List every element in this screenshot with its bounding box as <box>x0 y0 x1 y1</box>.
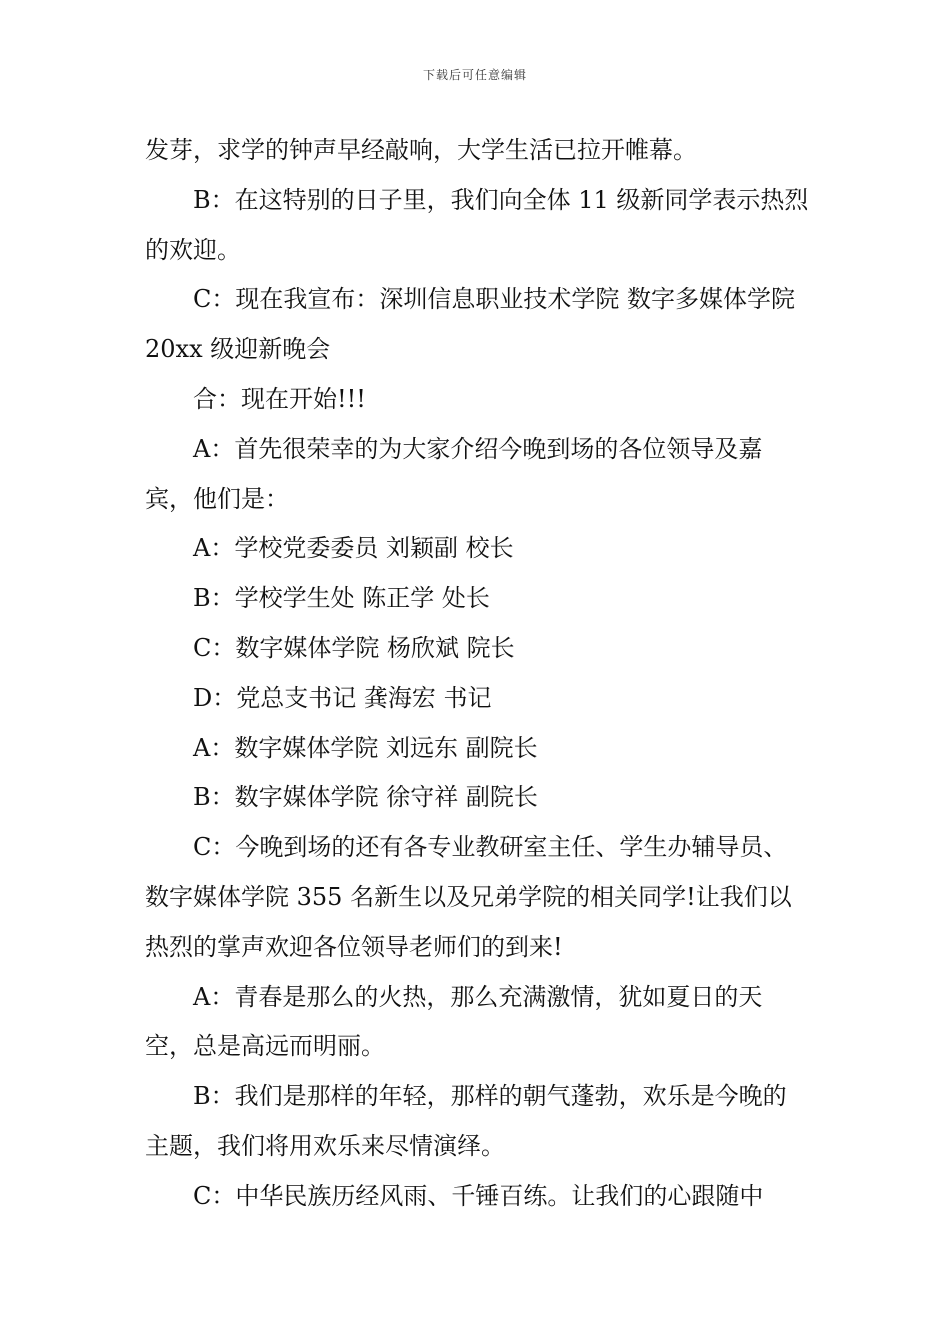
paragraph: B：在这特别的日子里，我们向全体 11 级新同学表示热烈的欢迎。 <box>145 185 809 264</box>
paragraph: A：首先很荣幸的为大家介绍今晚到场的各位领导及嘉宾，他们是： <box>145 434 763 513</box>
page-header: 下载后可任意编辑 <box>422 68 527 82</box>
paragraph: C：数字媒体学院 杨欣斌 院长 <box>193 633 515 662</box>
paragraph: A：数字媒体学院 刘远东 副院长 <box>193 733 538 762</box>
paragraph: A：青春是那么的火热，那么充满激情，犹如夏日的天空，总是高远而明丽。 <box>145 982 763 1061</box>
paragraph: C：现在我宣布：深圳信息职业技术学院 数字多媒体学院 20xx 级迎新晚会 <box>145 285 795 364</box>
paragraph: B：数字媒体学院 徐守祥 副院长 <box>193 783 538 812</box>
paragraph: C：中华民族历经风雨、千锤百练。让我们的心跟随中 <box>193 1181 764 1210</box>
paragraph: D：党总支书记 龚海宏 书记 <box>193 683 492 712</box>
paragraph: B：学校学生处 陈正学 处长 <box>193 584 490 613</box>
document-body <box>145 126 810 1222</box>
paragraph: B：我们是那样的年轻，那样的朝气蓬勃，欢乐是今晚的主题，我们将用欢乐来尽情演绎。 <box>145 1082 787 1160</box>
paragraph: C：今晚到场的还有各专业教研室主任、学生办辅导员、数字媒体学院 355 名新生以及兄弟学院的相关同学!让我们以热烈的掌声欢迎各位领导老师们的到来! <box>145 833 792 961</box>
paragraph: 发芽，求学的钟声早经敲响，大学生活已拉开帷幕。 <box>145 136 697 164</box>
paragraph: A：学校党委委员 刘颖副 校长 <box>193 534 514 563</box>
paragraph: 合：现在开始!!! <box>193 384 366 413</box>
